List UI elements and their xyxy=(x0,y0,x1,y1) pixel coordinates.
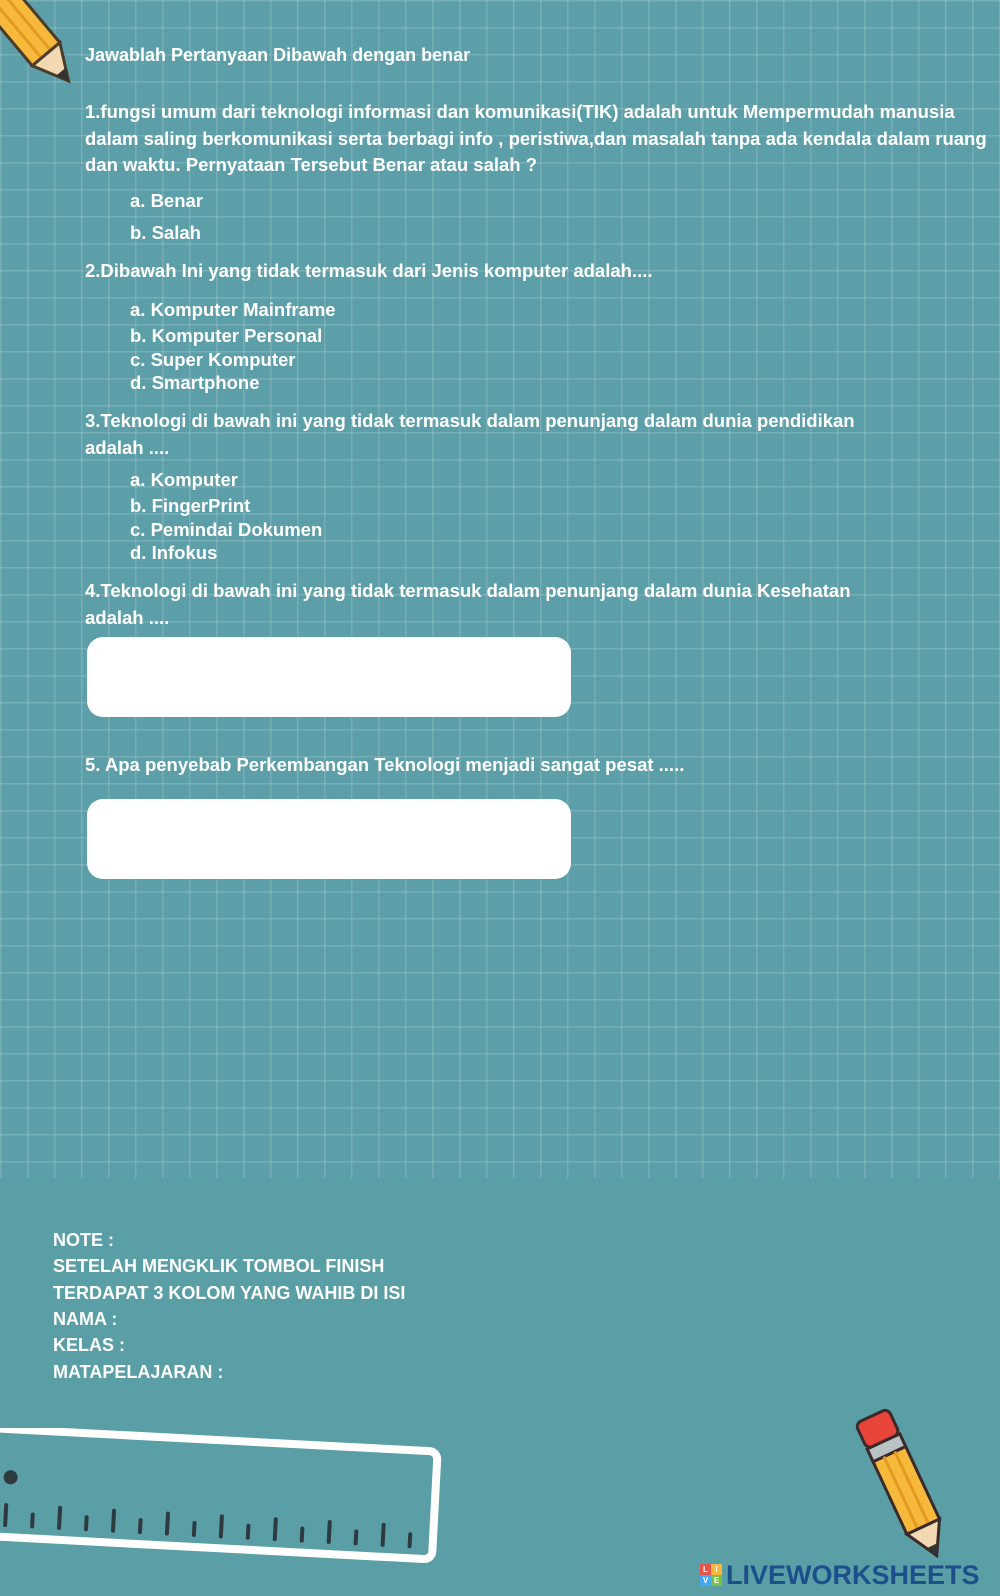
liveworksheets-logo-icon xyxy=(700,1564,722,1586)
logo-mark-cell: I xyxy=(711,1564,722,1575)
question-2-option-d[interactable]: d. Smartphone xyxy=(130,372,260,393)
logo-mark-cell: E xyxy=(711,1575,722,1586)
question-3-text: 3.Teknologi di bawah ini yang tidak termasuk dalam penunjang dalam dunia pendidikan adalah .... xyxy=(85,410,855,458)
question-1-text: 1.fungsi umum dari teknologi informasi dan komunikasi(TIK) adalah untuk Mempermudah manusia dalam saling berkomunikasi serta berbagi info , peristiwa,dan masalah tanpa ada kendala dalam ruang dan waktu. Pernyataan Tersebut Benar atau salah ? xyxy=(85,101,987,175)
question-3-option-b[interactable]: b. FingerPrint xyxy=(130,495,251,516)
question-3-option-a[interactable]: a. Komputer xyxy=(130,469,238,490)
question-5-text: 5. Apa penyebab Perkembangan Teknologi menjadi sangat pesat ..... xyxy=(85,754,685,775)
question-2-option-a[interactable]: a. Komputer Mainframe xyxy=(130,299,336,320)
question-5-answer-input[interactable] xyxy=(87,799,571,879)
question-4-answer-input[interactable] xyxy=(87,637,571,717)
note-field-nama: NAMA : xyxy=(53,1309,118,1329)
logo-text: LIVEWORKSHEETS xyxy=(726,1560,980,1590)
question-3-option-c[interactable]: c. Pemindai Dokumen xyxy=(130,519,323,540)
question-1-option-a[interactable]: a. Benar xyxy=(130,190,204,211)
question-2-option-b[interactable]: b. Komputer Personal xyxy=(130,325,323,346)
logo-mark-cell: L xyxy=(700,1564,711,1575)
question-2-option-c[interactable]: c. Super Komputer xyxy=(130,349,296,370)
ruler-icon xyxy=(0,1428,450,1563)
note-field-matapelajaran: MATAPELAJARAN : xyxy=(53,1362,224,1382)
logo-mark-cell: V xyxy=(700,1575,711,1586)
page-title: Jawablah Pertanyaan Dibawah dengan benar xyxy=(85,45,471,65)
question-1-option-b[interactable]: b. Salah xyxy=(130,222,201,243)
liveworksheets-logo[interactable] xyxy=(700,1560,980,1591)
note-field-kelas: KELAS : xyxy=(53,1335,125,1355)
question-3-option-d[interactable]: d. Infokus xyxy=(130,542,218,563)
note-heading: NOTE : xyxy=(53,1230,114,1250)
pencil-icon xyxy=(846,1400,966,1570)
note-line: TERDAPAT 3 KOLOM YANG WAHIB DI ISI xyxy=(53,1283,406,1303)
note-line: SETELAH MENGKLIK TOMBOL FINISH xyxy=(53,1256,385,1276)
question-4-text: 4.Teknologi di bawah ini yang tidak termasuk dalam penunjang dalam dunia Kesehatan adalah .... xyxy=(85,580,851,628)
question-2-text: 2.Dibawah Ini yang tidak termasuk dari Jenis komputer adalah.... xyxy=(85,260,653,281)
